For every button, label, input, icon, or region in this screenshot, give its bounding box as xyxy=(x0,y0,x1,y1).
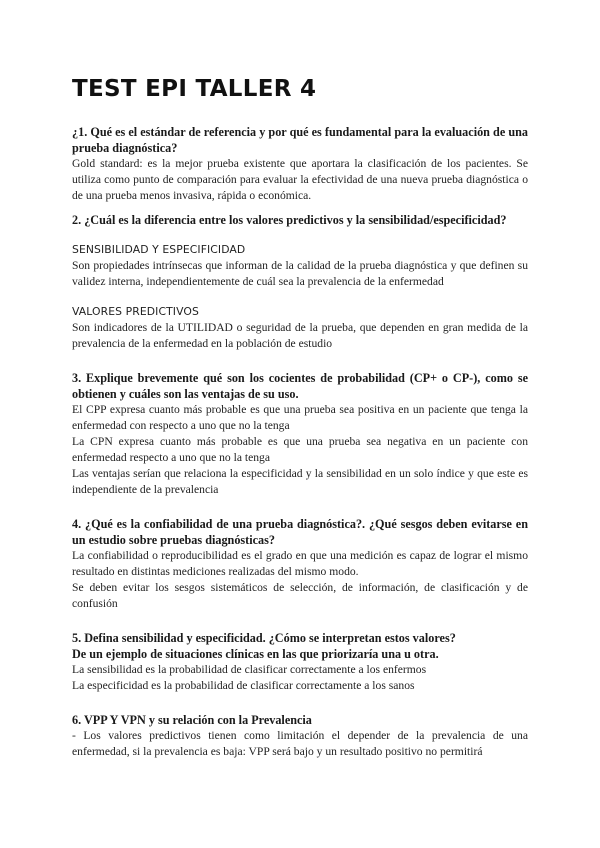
answer-5-sensibilidad: La sensibilidad es la probabilidad de clasificar correctamente a los enfermos xyxy=(72,663,427,676)
answer-4-confiabilidad: La confiabilidad o reproducibilidad es el grado en que una medición es capaz de lograr el mismo resultado en distintas mediciones realizadas del mismo modo. xyxy=(72,549,528,578)
question-6: 6. VPP Y VPN y su relación con la Prevalencia xyxy=(72,713,312,727)
answer-3-cpp: El CPP expresa cuanto más probable es que una prueba sea positiva en un paciente que tenga la enfermedad con respecto a uno que no la tenga xyxy=(72,403,528,432)
question-3: 3. Explique brevemente qué son los cocientes de probabilidad (CP+ o CP-), como se obtienen y cuáles son las ventajas de su uso. xyxy=(72,371,528,401)
subheading-sensibilidad: SENSIBILIDAD Y ESPECIFICIDAD xyxy=(72,243,246,256)
document-title: TEST EPI TALLER 4 xyxy=(72,76,317,102)
section-1 xyxy=(72,124,528,204)
answer-3-ventajas: Las ventajas serían que relaciona la especificidad y la sensibilidad en un solo índice y que este es independiente de la prevalencia xyxy=(72,467,528,496)
question-5: 5. Defina sensibilidad y especificidad. ¿Cómo se interpretan estos valores? xyxy=(72,631,456,645)
section-2 xyxy=(72,212,528,352)
subheading-valores: VALORES PREDICTIVOS xyxy=(72,305,199,318)
document-body xyxy=(72,124,528,760)
question-4: 4. ¿Qué es la confiabilidad de una prueba diagnóstica?. ¿Qué sesgos deben evitarse en un estudio sobre pruebas diagnósticas? xyxy=(72,517,528,547)
answer-6: - Los valores predictivos tienen como limitación el depender de la prevalencia de una enfermedad, si la prevalencia es baja: VPP será bajo y un resultado positivo no permitirá xyxy=(72,729,528,758)
answer-1: Gold standard: es la mejor prueba existente que aportara la clasificación de los pacientes. Se utiliza como punto de comparación para evaluar la efectividad de una nueva prueba diagnóstica o de una prueba menos invasiva, rápida o económica. xyxy=(72,157,528,202)
section-3 xyxy=(72,370,528,498)
question-5-example: De un ejemplo de situaciones clínicas en las que priorizaría una u otra. xyxy=(72,647,439,661)
section-4 xyxy=(72,516,528,612)
section-5 xyxy=(72,630,528,694)
answer-4-sesgos: Se deben evitar los sesgos sistemáticos de selección, de información, de clasificación y de confusión xyxy=(72,581,528,610)
question-1: ¿1. Qué es el estándar de referencia y por qué es fundamental para la evaluación de una prueba diagnóstica? xyxy=(72,125,528,155)
answer-2-sensibilidad: Son propiedades intrínsecas que informan de la calidad de la prueba diagnóstica y que definen su validez interna, independientemente de cuál sea la prevalencia de la enfermedad xyxy=(72,259,528,288)
section-6 xyxy=(72,712,528,760)
answer-3-cpn: La CPN expresa cuanto más probable es que una prueba sea negativa en un paciente con enfermedad respecto a uno que no la tenga xyxy=(72,435,528,464)
question-2: 2. ¿Cuál es la diferencia entre los valores predictivos y la sensibilidad/especificidad? xyxy=(72,213,507,227)
document-page xyxy=(72,0,528,848)
answer-5-especificidad: La especificidad es la probabilidad de clasificar correctamente a los sanos xyxy=(72,679,415,692)
answer-2-valores: Son indicadores de la UTILIDAD o seguridad de la prueba, que dependen en gran medida de la prevalencia de la enfermedad en la población de estudio xyxy=(72,321,528,350)
